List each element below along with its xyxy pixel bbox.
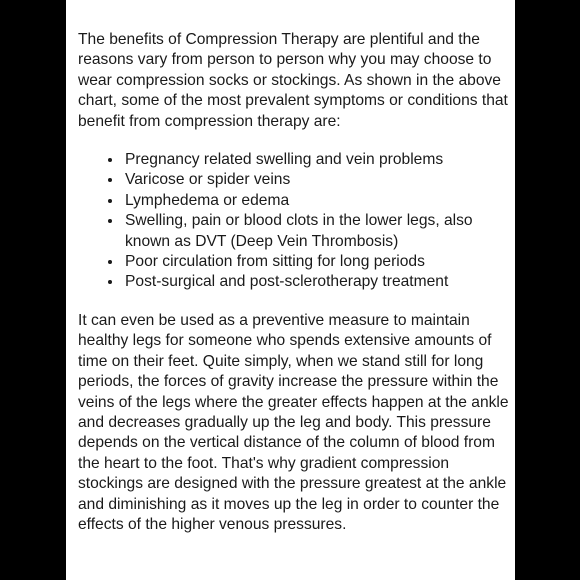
conditions-list: [78, 150, 510, 293]
list-item: • Pregnancy related swelling and vein problems: [123, 150, 510, 170]
list-item: • Swelling, pain or blood clots in the lower legs, also known as DVT (Deep Vein Thrombosis): [123, 211, 510, 252]
list-item: • Lymphedema or edema: [123, 191, 510, 211]
content-panel: [66, 0, 515, 580]
closing-paragraph: It can even be used as a preventive measure to maintain healthy legs for someone who spends extensive amounts of time on their feet. Quite simply, when we stand still for long periods, the forces of gravity increase the pressure within the veins of the legs where the greater effects happen at the ankle and decreases gradually up the leg and body. This pressure depends on the vertical distance of the column of blood from the heart to the foot. That's why gradient compression stockings are designed with the pressure greatest at the ankle and diminishing as it moves up the leg in order to counter the effects of the higher venous pressures.: [78, 311, 509, 533]
list-item: • Varicose or spider veins: [123, 170, 510, 190]
article-body: [78, 30, 510, 535]
list-item: • Poor circulation from sitting for long periods: [123, 252, 510, 272]
intro-paragraph: The benefits of Compression Therapy are plentiful and the reasons vary from person to person why you may choose to wear compression socks or stockings. As shown in the above chart, some of the most prevalent symptoms or conditions that benefit from compression therapy are:: [78, 31, 508, 130]
list-item: • Post-surgical and post-sclerotherapy treatment: [123, 272, 510, 292]
